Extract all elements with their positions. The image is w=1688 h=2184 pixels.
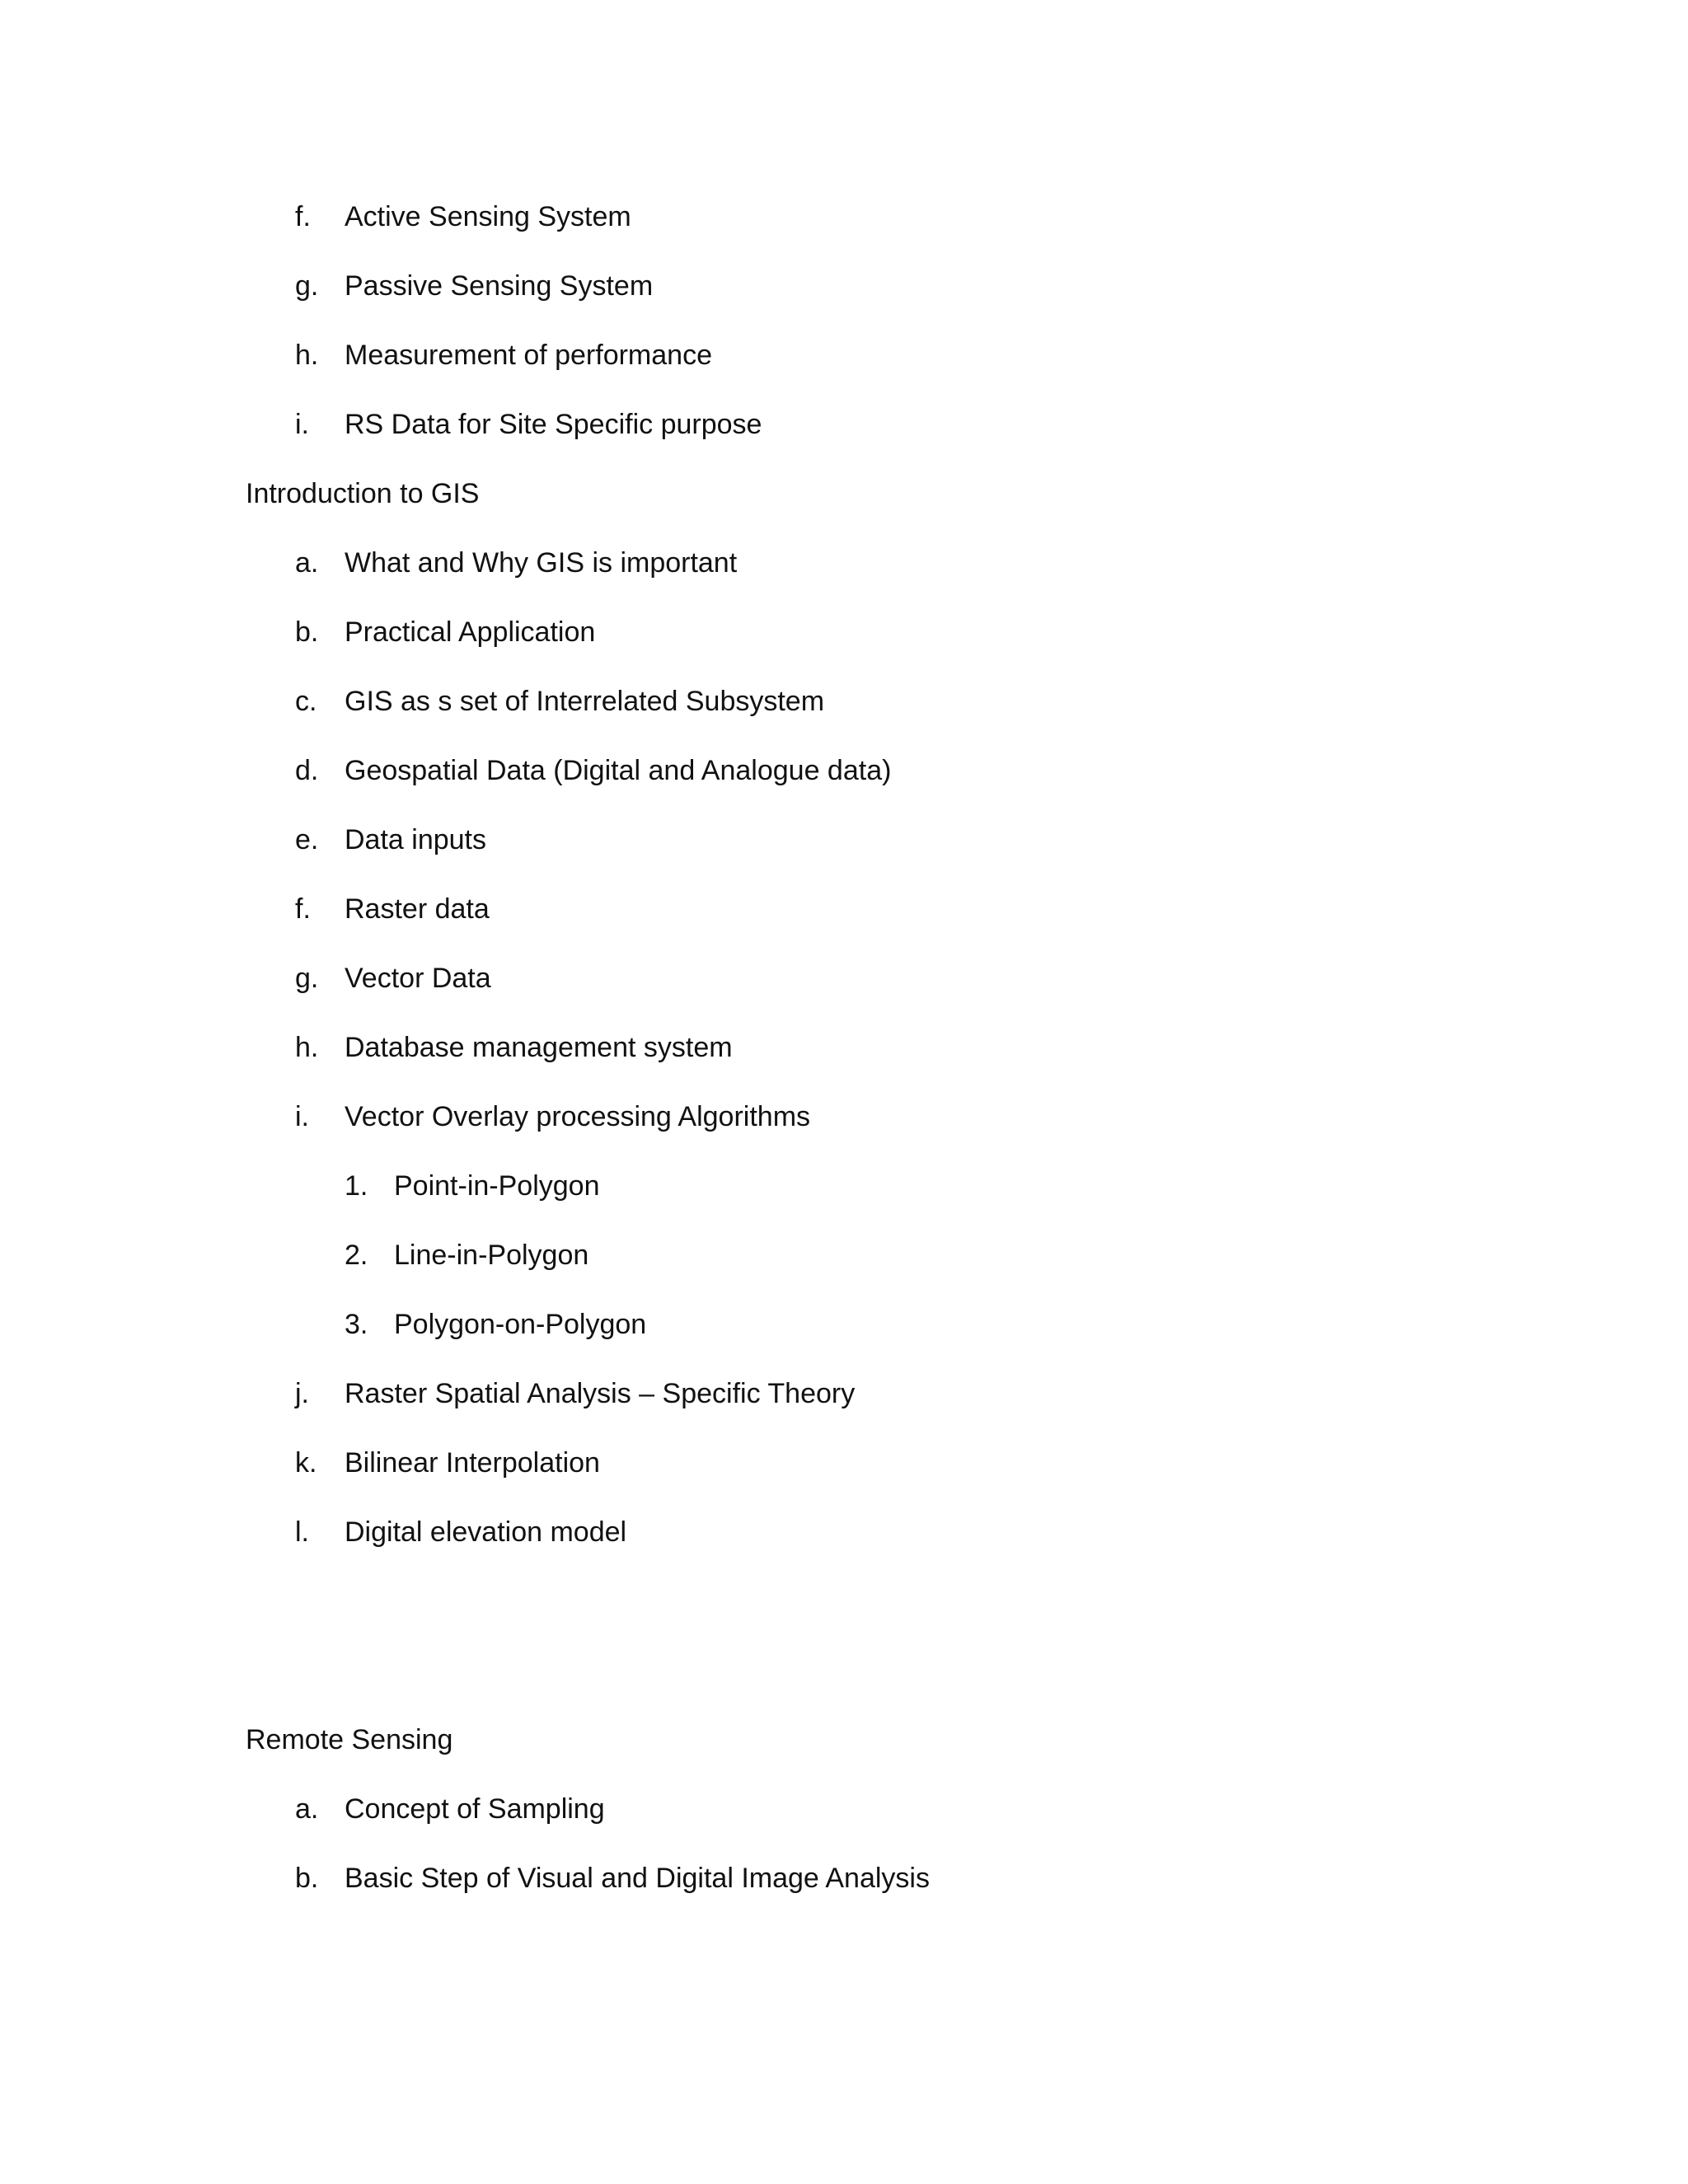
sublist-marker: 3. [345, 1309, 368, 1340]
list-marker: a. [295, 1793, 319, 1825]
list-item: Digital elevation model [345, 1516, 627, 1548]
list-item: Database management system [345, 1032, 733, 1063]
list-marker: b. [295, 1863, 319, 1894]
list-item: Passive Sensing System [345, 270, 654, 302]
list-marker: i. [295, 1101, 309, 1132]
list-item: Geospatial Data (Digital and Analogue data) [345, 755, 892, 786]
list-marker: e. [295, 824, 319, 855]
list-item: Basic Step of Visual and Digital Image Analysis [345, 1863, 930, 1894]
list-marker: k. [295, 1447, 317, 1479]
list-marker: c. [295, 686, 317, 717]
list-item: Bilinear Interpolation [345, 1447, 600, 1479]
section-heading: Remote Sensing [246, 1724, 453, 1755]
list-item: Practical Application [345, 616, 596, 648]
list-marker: i. [295, 409, 309, 440]
list-item: GIS as s set of Interrelated Subsystem [345, 686, 825, 717]
list-item: Measurement of performance [345, 340, 712, 371]
list-item: RS Data for Site Specific purpose [345, 409, 762, 440]
list-item: Data inputs [345, 824, 486, 855]
list-item: Vector Data [345, 963, 491, 994]
sublist-item: Line-in-Polygon [394, 1240, 589, 1271]
list-marker: h. [295, 340, 319, 371]
sublist-item: Polygon-on-Polygon [394, 1309, 647, 1340]
list-marker: g. [295, 270, 319, 302]
sublist-marker: 2. [345, 1240, 368, 1271]
section-heading: Introduction to GIS [246, 478, 480, 509]
list-marker: j. [295, 1378, 309, 1409]
list-marker: f. [295, 893, 311, 925]
sublist-item: Point-in-Polygon [394, 1170, 600, 1202]
sublist-marker: 1. [345, 1170, 368, 1202]
list-marker: a. [295, 547, 319, 579]
list-marker: g. [295, 963, 319, 994]
list-marker: f. [295, 201, 311, 232]
list-item: Raster Spatial Analysis – Specific Theory [345, 1378, 856, 1409]
list-marker: d. [295, 755, 319, 786]
list-item: Concept of Sampling [345, 1793, 605, 1825]
list-item: Vector Overlay processing Algorithms [345, 1101, 811, 1132]
list-marker: b. [295, 616, 319, 648]
list-item: What and Why GIS is important [345, 547, 738, 579]
list-marker: h. [295, 1032, 319, 1063]
list-item: Active Sensing System [345, 201, 631, 232]
list-item: Raster data [345, 893, 490, 925]
list-marker: l. [295, 1516, 309, 1548]
